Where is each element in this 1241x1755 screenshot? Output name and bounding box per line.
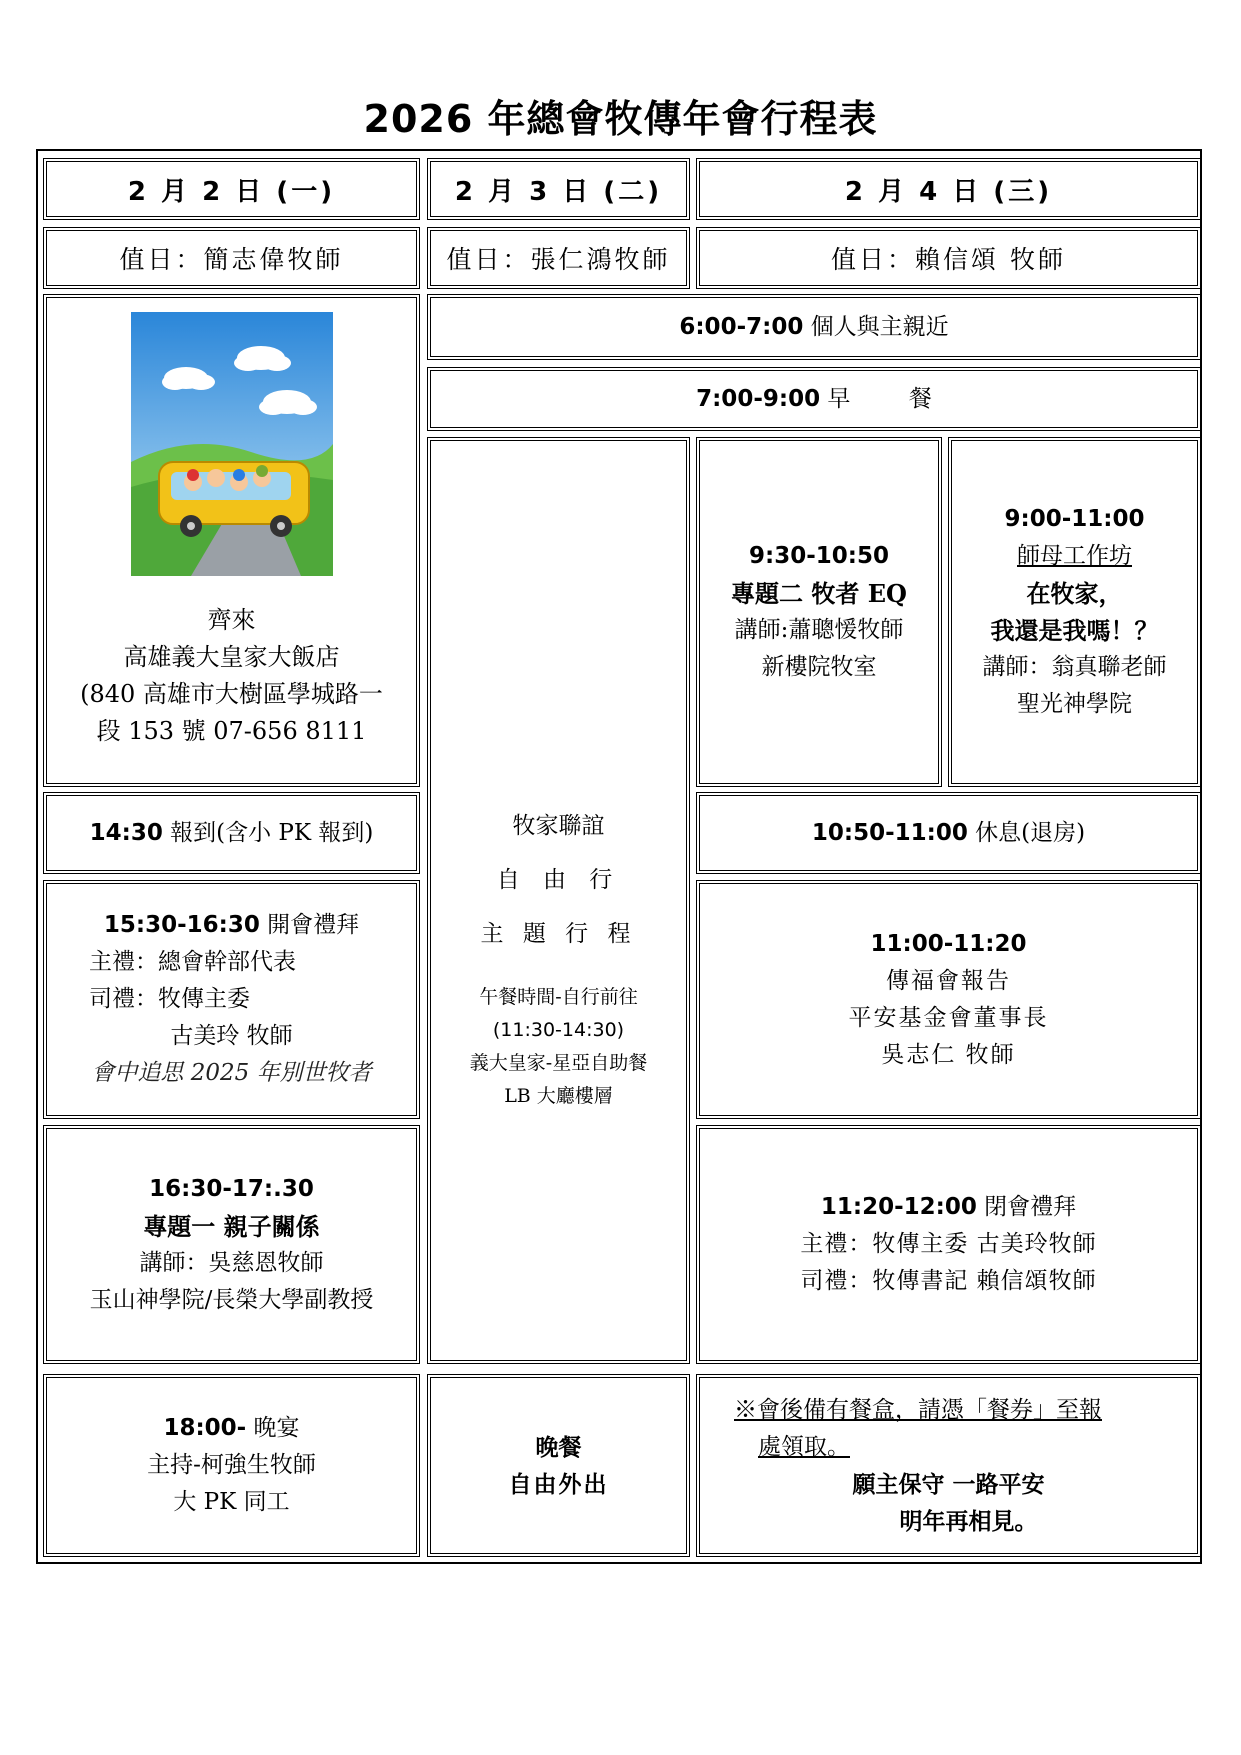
lunch-note: 午餐時間-自行前往 (479, 985, 638, 1008)
closing-time: 11:20-12:00 (820, 1194, 977, 1220)
banquet-cell (43, 1374, 420, 1557)
lunch-venue: 義大皇家-星亞自助餐 (469, 1051, 648, 1074)
topic1-title: 專題一 親子關係 (143, 1211, 320, 1241)
devotion-cell (427, 294, 1201, 360)
workshop-line-2: 我還是我嗎！？ (990, 616, 1159, 645)
day-header-2: 2 月 3 日 (二) (427, 158, 690, 220)
opening-title: 開會禮拜 (267, 912, 360, 938)
lunch-hours: (11:30-14:30) (492, 1018, 625, 1041)
free-day-theme-tour: 主 題 行 程 (480, 920, 637, 947)
workshop-cell (948, 437, 1201, 787)
topic2-speaker: 講師:蕭聰愋牧師 (734, 617, 904, 643)
lunch-floor: LB 大廳樓層 (504, 1084, 613, 1107)
report-line-1: 傳福會報告 (886, 967, 1011, 994)
opening-presider: 主禮：總會幹部代表 (89, 949, 296, 975)
closing-worship-cell (696, 1125, 1201, 1364)
opening-worship-cell (43, 880, 420, 1119)
closing-liturgist: 司禮：牧傳書記 賴信頌牧師 (800, 1268, 1097, 1294)
opening-liturgist-name: 古美玲 牧師 (170, 1023, 293, 1049)
topic1-cell (43, 1125, 420, 1364)
hotel-phone: 段 153 號 07-656 8111 (96, 717, 367, 745)
meal-box-note: ※會後備有餐盒，請憑「餐券」至報 (734, 1396, 1102, 1423)
gathering-cell (43, 294, 420, 787)
breakfast-cell (427, 367, 1201, 431)
closing-presider: 主禮：牧傳主委 古美玲牧師 (800, 1231, 1097, 1257)
report-line-3: 吳志仁 牧師 (881, 1041, 1016, 1068)
free-day-cell (427, 437, 690, 1364)
banquet-time: 18:00- (163, 1415, 247, 1441)
memorial-note: 會中追思 2025 年別世牧者 (91, 1060, 372, 1086)
checkin-time: 14:30 (89, 819, 163, 846)
breakfast-text: 早 餐 (827, 385, 932, 412)
devotion-time: 6:00-7:00 (679, 313, 804, 340)
closing-note-cell (696, 1374, 1201, 1557)
blessing-line: 願主保守 一路平安 (852, 1470, 1045, 1498)
workshop-speaker: 講師：翁真聯老師 (982, 654, 1167, 680)
day2-dinner-note: 自由外出 (508, 1470, 609, 1498)
page-title: 2026 年總會牧傳年會行程表 (363, 97, 878, 141)
devotion-text: 個人與主親近 (810, 313, 949, 340)
hotel-address: (840 高雄市大樹區學城路一 (80, 680, 383, 708)
break-time: 10:50-11:00 (811, 819, 968, 846)
workshop-title: 師母工作坊 (1017, 543, 1132, 569)
day2-dinner-title: 晚餐 (535, 1433, 582, 1461)
workshop-time: 9:00-11:00 (1004, 506, 1145, 532)
report-time: 11:00-11:20 (870, 930, 1027, 957)
day-header-3: 2 月 4 日 (三) (696, 158, 1201, 220)
topic1-speaker: 講師：吳慈恩牧師 (139, 1249, 324, 1276)
duty-day-1: 值日：簡志偉牧師 (43, 227, 420, 289)
closing-title: 閉會禮拜 (984, 1194, 1077, 1220)
duty-day-2: 值日：張仁鴻牧師 (427, 227, 690, 289)
report-cell (696, 880, 1201, 1119)
topic1-org: 玉山神學院/長榮大學副教授 (89, 1286, 374, 1313)
topic2-cell (696, 437, 942, 787)
duty-day-3: 值日：賴信頌 牧師 (696, 227, 1201, 289)
checkin-cell (43, 792, 420, 874)
break-cell (696, 792, 1201, 874)
workshop-line-1: 在牧家， (1026, 579, 1123, 608)
meal-box-note-cont: 處領取。 (758, 1433, 850, 1460)
break-text: 休息(退房) (975, 819, 1086, 846)
opening-time: 15:30-16:30 (103, 912, 260, 938)
banquet-title: 晚宴 (253, 1415, 300, 1441)
opening-liturgist: 司禮：牧傳主委 (89, 986, 250, 1012)
topic1-time: 16:30-17:.30 (149, 1175, 314, 1202)
farewell-line: 明年再相見。 (899, 1507, 1038, 1535)
workshop-org: 聖光神學院 (1017, 691, 1132, 717)
topic2-venue: 新樓院牧室 (761, 654, 877, 680)
gather-line: 齊來 (207, 606, 256, 634)
day-header-1: 2 月 2 日 (一) (43, 158, 420, 220)
breakfast-time: 7:00-9:00 (696, 385, 821, 412)
free-day-fellowship: 牧家聯誼 (512, 812, 605, 839)
report-line-2: 平安基金會董事長 (848, 1004, 1049, 1031)
day2-dinner-cell (427, 1374, 690, 1557)
topic2-time: 9:30-10:50 (749, 543, 889, 569)
topic2-title: 專題二 牧者 EQ (731, 579, 907, 608)
bus-illustration (131, 312, 333, 576)
free-day-self-guided: 自 由 行 (496, 866, 621, 893)
banquet-host: 主持-柯強生牧師 (147, 1452, 316, 1478)
hotel-name: 高雄義大皇家大飯店 (123, 643, 340, 671)
banquet-team: 大 PK 同工 (173, 1489, 290, 1515)
checkin-text: 報到(含小 PK 報到) (170, 819, 374, 846)
